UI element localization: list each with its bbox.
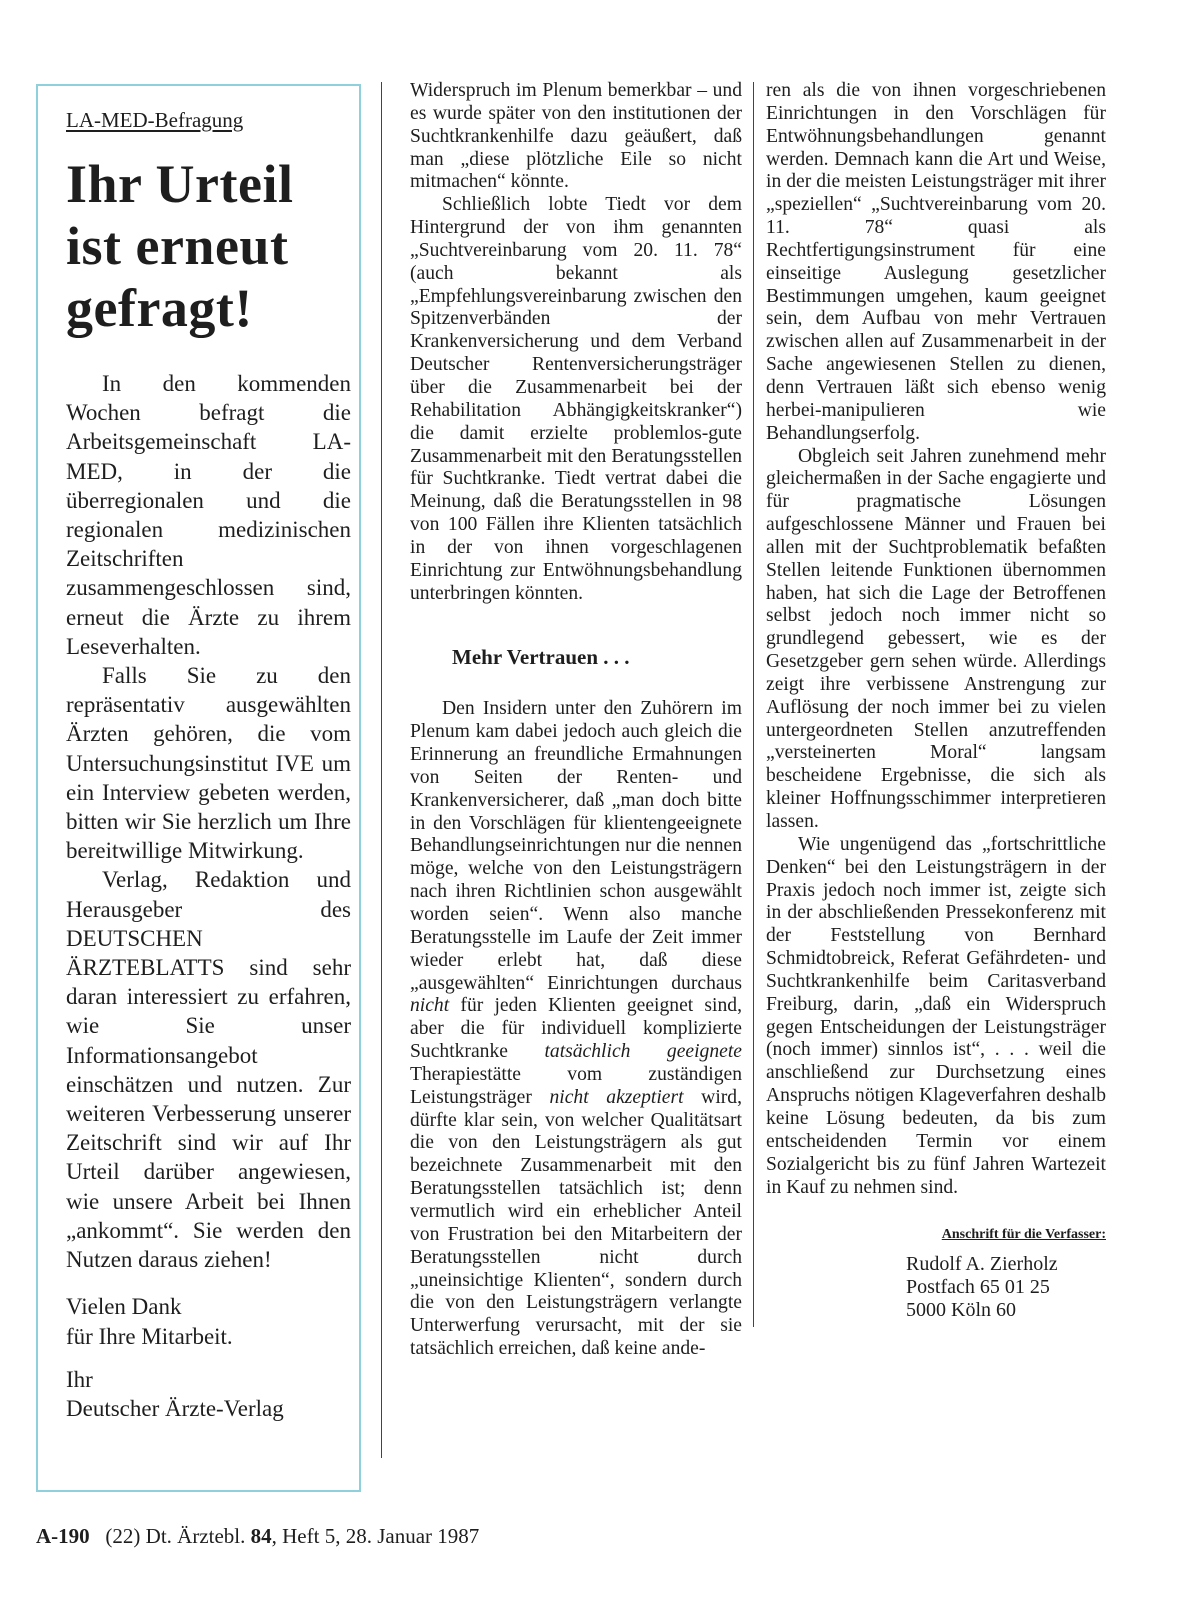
article-paragraph: Wie ungenügend das „fortschrittliche Denken“ bei den Leistungsträgern in der Praxis jedoch noch immer ist, zeigte sich in der abschließenden Pressekonferenz mit der Feststellung von Bernhard Schmidtobreick, Referat Gefährdeten- und Suchtkrankenhilfe beim Caritasverband Freiburg, darin, „daß ein Widerspruch gegen Entscheidungen der Leistungsträger (noch immer) sinnlos ist“, . . . weil die anschließend zur Durchsetzung eines Anspruchs nötigen Klageverfahren deshalb keine Lösung bedeuten, da bis zum entscheidenden Termin vor einem Sozialgericht bis zu fünf Jahren Wartezeit in Kauf zu nehmen sind. [766,833,1106,1198]
article-column-middle [410,80,742,1361]
section-heading: Mehr Vertrauen . . . [452,645,630,670]
article-paragraph: ren als die von ihnen vorgeschriebenen Einrichtungen in den Vorschlägen für Entwöhnungsbehandlungen genannt werden. Demnach kann die Art und Weise, in der die meisten Leistungsträger mit ihrer „speziellen“ „Suchtvereinbarung vom 20. 11. 78“ quasi als Rechtfertigungsinstrument für eine einseitige Auslegung gesetzlicher Bestimmungen umgehen, kaum geeignet sein, dem Aufbau von mehr Vertrauen zwischen allen auf Zusammenarbeit in der Sache angewiesenen Stellen zu dienen, denn Vertrauen läßt sich ebenso wenig herbei-manipulieren wie Behandlungserfolg. [766,80,1106,444]
article-paragraph [410,698,742,1360]
issue-date: , Heft 5, 28. Januar 1987 [271,1524,480,1548]
page-number: A-190 [36,1524,90,1548]
signature-line: Deutscher Ärzte-Verlag [66,1395,284,1421]
thanks-line: Vielen Dank [66,1294,182,1320]
italic-run: nicht akzeptiert [549,1086,684,1108]
box-paragraph: In den kommenden Wochen befragt die Arbeitsgemeinschaft LA-MED, in der die überregionalen und die regionalen medizinischen Zeitschriften zusammengeschlossen sind, erneut die Ärzte zu ihrem Leseverhalten. [66,371,351,659]
text-run: für jeden Klienten geeignet sind, aber die für individuell komplizierte Suchtkranke [410,995,742,1063]
box-thanks [66,1292,351,1350]
headline-line: gefragt! [66,278,253,338]
headline-line: ist erneut [66,216,289,276]
box-signature [66,1365,351,1423]
italic-run: tatsächlich geeignete [544,1041,742,1063]
article-paragraph: Widerspruch im Plenum bemerkbar – und es wurde später von den institutionen der Suchtkrankenhilfe dazu geäußert, daß man „diese plötzliche Eile so nicht mitmachen“ könnte. [410,80,742,193]
text-run: wird, dürfte klar sein, von welcher Qualitätsart die von den Leistungsträgern als gut bezeichnete Zusammenarbeit mit den Beratungsstellen tatsächlich ist; denn vermutlich wird ein erheblicher Anteil von Frustration bei den Mitarbeitern der Beratungsstellen nicht durch „uneinsichtige Klienten“, sondern durch die von den Leistungsträgern verlangte Unterwerfung verursacht, mit der sie tatsächlich erreichen, daß keine ande- [410,1086,742,1360]
box-paragraph: Verlag, Redaktion und Herausgeber des DEUTSCHEN ÄRZTEBLATTS sind sehr daran interessiert zu erfahren, wie Sie unser Informationsangebot einschätzen und nutzen. Zur weiteren Verbesserung unserer Zeitschrift sind wir auf Ihr Urteil darüber angewiesen, wie unsere Arbeit bei Ihnen „ankommt“. Sie werden den Nutzen daraus ziehen! [66,867,351,1273]
address-heading: Anschrift für die Verfasser: [941,1227,1106,1243]
text-run: Therapiestätte vom zuständigen Leistungsträger [410,1063,742,1108]
box-paragraph: Falls Sie zu den repräsentativ ausgewählten Ärzten gehören, die vom Untersuchungsinstitut IVE um ein Interview gebeten werden, bitten wir Sie herzlich um Ihre bereitwillige Mitwirkung. [66,663,351,864]
box-kicker: LA-MED-Befragung [66,108,244,132]
info-box [36,84,361,1492]
italic-run: nicht [410,995,450,1017]
box-headline [66,153,351,339]
article-paragraph: Obgleich seit Jahren zunehmend mehr gleichermaßen in der Sache engagierte und für pragmatische Lösungen aufgeschlossene Männer und Frauen bei allen mit der Suchtproblematik befaßten Stellen leitende Funktionen übernommen haben, hat sich die Lage der Betroffenen selbst jedoch noch immer nicht so grundlegend gebessert, wie es der Gesetzgeber gern sehen würde. Allerdings zeigt ihre verbissene Anstrengung zur Auflösung der noch immer bei zu vielen untergeordneten Stellen anzutreffenden „versteinerten Moral“ langsam bescheidene Ergebnisse, die sich als kleiner Hoffnungsschimmer interpretieren lassen. [766,445,1106,832]
column-rule [381,82,382,1458]
article-column-right [766,80,1106,1322]
page-footer [36,1524,479,1549]
article-paragraph: Schließlich lobte Tiedt vor dem Hintergrund der von ihm genannten „Suchtvereinbarung vom 20. 11. 78“ (auch bekannt als „Empfehlungsvereinbarung zwischen den Spitzenverbänden der Krankenversicherung und dem Verband Deutscher Rentenversicherungsträger über die Zusammenarbeit bei der Rehabilitation Abhängigkeitskranker“) die damit erzielte problemlos-gute Zusammenarbeit mit den Beratungsstellen für Suchtkranke. Tiedt vertrat dabei die Meinung, daß die Beratungsstellen in 98 von 100 Fällen ihre Klienten tatsächlich in der von ihnen vorgeschlagenen Einrichtung zur Entwöhnungsbehandlung unterbringen könnten. [410,194,742,604]
journal-name: (22) Dt. Ärztebl. [105,1524,246,1548]
signature-line: Ihr [66,1366,93,1392]
headline-line: Ihr Urteil [66,154,294,214]
address-line: Rudolf A. Zierholz [906,1253,1058,1276]
thanks-line: für Ihre Mitarbeit. [66,1323,233,1349]
column-rule [753,82,754,1327]
address-line: Postfach 65 01 25 [906,1276,1050,1299]
text-run: Den Insidern unter den Zuhörern im Plenum kam dabei jedoch auch gleich die Erinnerung an freundliche Ermahnungen von Seiten der Renten- und Krankenversicherer, daß „man doch bitte in den Vorschlägen für klientengeeignete Behandlungseinrichtungen nur die nennen möge, welche von den Leistungsträgern nach ihren Richtlinien schon ausgewählt worden seien“. Wenn also manche Beratungsstelle im Laufe der Zeit immer wieder erlebt hat, daß diese „ausgewählten“ Einrichtungen durchaus [410,698,742,994]
author-address [906,1253,1106,1322]
volume-number: 84 [250,1524,272,1548]
address-line: 5000 Köln 60 [906,1299,1016,1322]
